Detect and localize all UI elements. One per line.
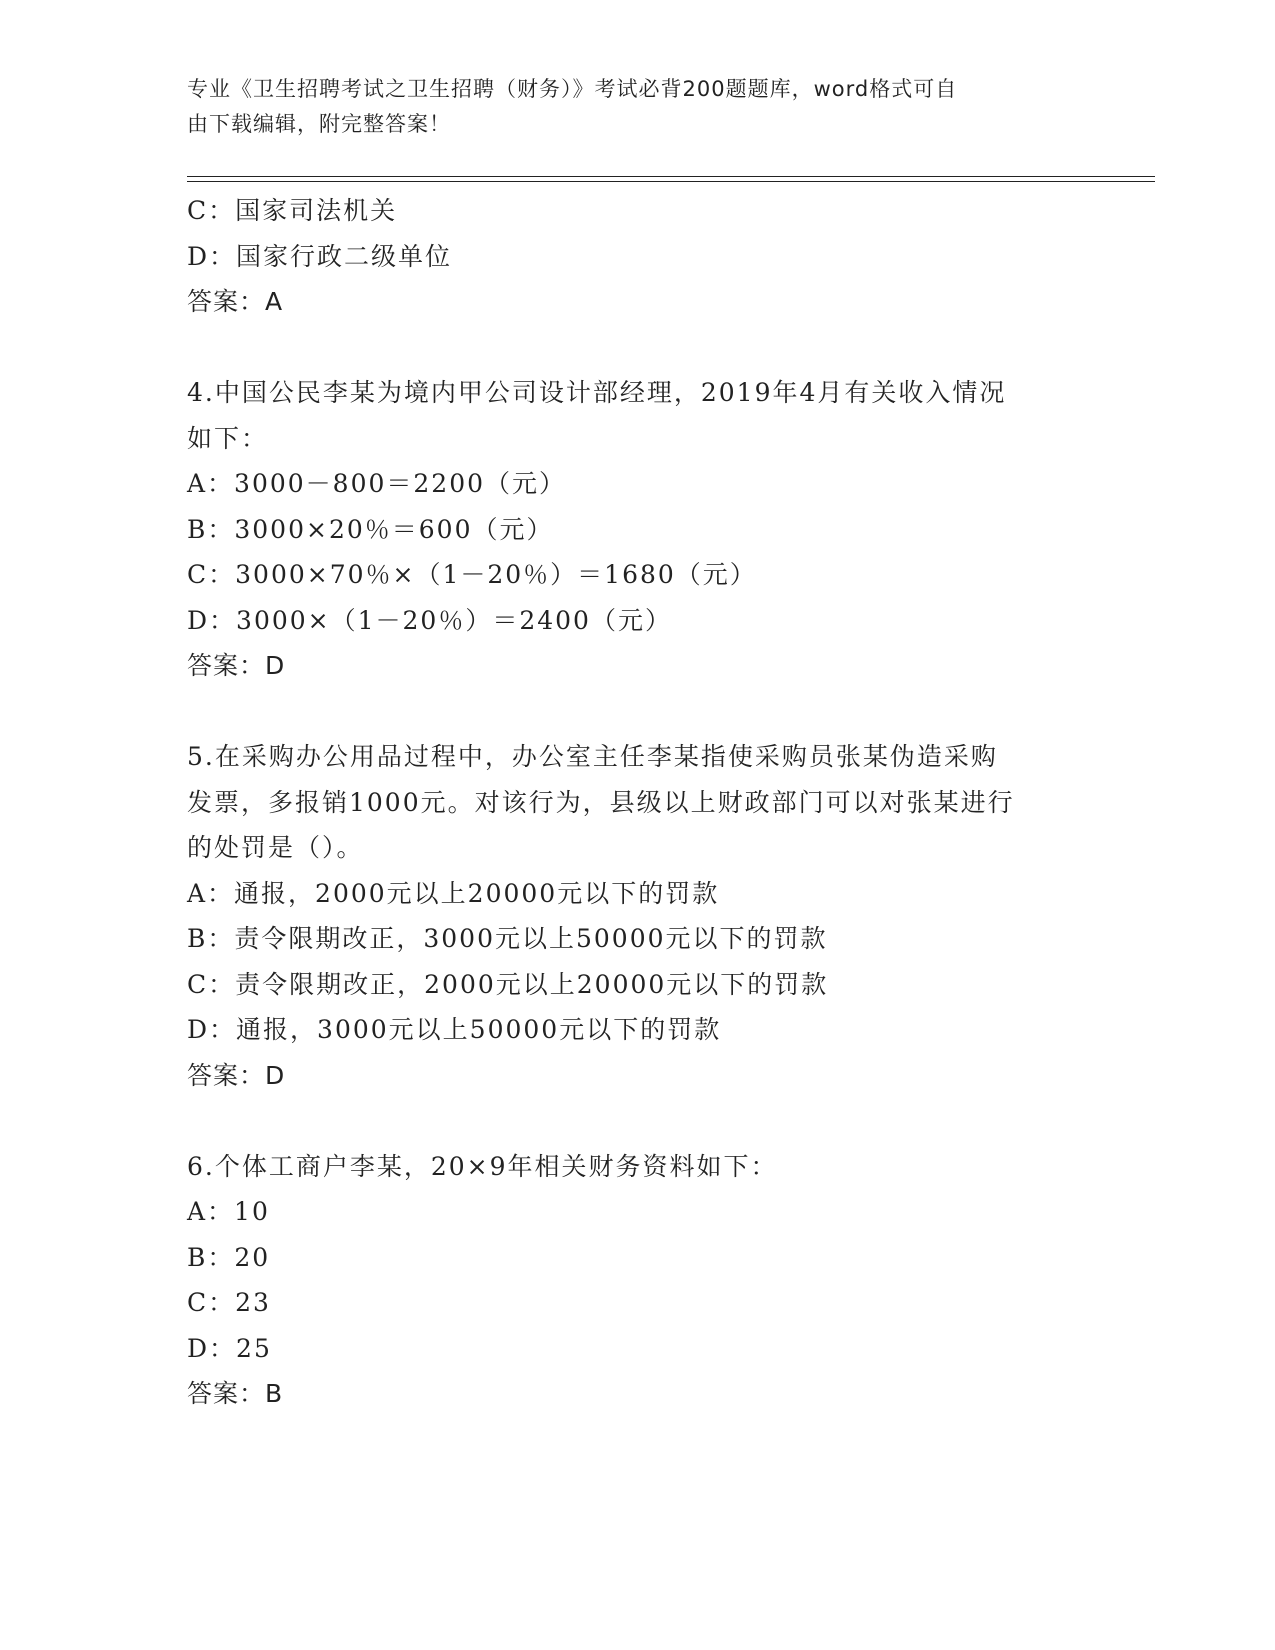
document-body: [187, 188, 1087, 1417]
answer-line: 答案：B: [187, 1379, 284, 1408]
question-4: [187, 370, 1087, 689]
option-d: D：通报，3000元以上50000元以下的罚款: [187, 1015, 722, 1044]
answer-line: 答案：A: [187, 287, 284, 316]
header-rule-bottom: [187, 181, 1155, 182]
answer-line: 答案：D: [187, 651, 286, 680]
option-d: D：3000×（1－20％）＝2400（元）: [187, 605, 672, 635]
question-stem-line: 的处罚是（）。: [187, 833, 364, 862]
header-rule-top: [187, 176, 1155, 177]
question-3-tail: [187, 188, 1087, 325]
option-b: B：责令限期改正，3000元以上50000元以下的罚款: [187, 924, 828, 953]
question-stem-line: 5.在采购办公用品过程中，办公室主任李某指使采购员张某伪造采购: [187, 742, 998, 771]
question-stem-line: 如下：: [187, 423, 269, 453]
option-c: C：责令限期改正，2000元以上20000元以下的罚款: [187, 969, 829, 999]
option-c: C：3000×70％×（1－20％）＝1680（元）: [187, 560, 757, 589]
option-c: C：国家司法机关: [187, 196, 398, 225]
question-stem-line: 4.中国公民李某为境内甲公司设计部经理，2019年4月有关收入情况: [187, 378, 1007, 407]
option-b: B：3000×20％＝600（元）: [187, 514, 554, 544]
question-stem-line: 6.个体工商户李某，20×9年相关财务资料如下：: [187, 1151, 778, 1181]
option-b: B：20: [187, 1242, 271, 1272]
option-c: C：23: [187, 1288, 271, 1317]
option-d: D：25: [187, 1333, 272, 1363]
document-header: [187, 72, 1067, 142]
option-a: A：10: [187, 1197, 270, 1226]
option-a: A：3000－800＝2200（元）: [187, 469, 567, 498]
question-6: [187, 1144, 1087, 1417]
question-stem-line: 发票，多报销1000元。对该行为，县级以上财政部门可以对张某进行: [187, 787, 1015, 817]
spacer: [187, 1098, 1087, 1144]
header-line-2: 由下载编辑，附完整答案！: [187, 112, 451, 136]
option-d: D：国家行政二级单位: [187, 241, 453, 271]
header-line-1: 专业《卫生招聘考试之卫生招聘（财务）》考试必背200题题库，word格式可自: [187, 77, 958, 101]
spacer: [187, 325, 1087, 371]
question-5: [187, 734, 1087, 1098]
spacer: [187, 689, 1087, 735]
answer-line: 答案：D: [187, 1060, 286, 1090]
option-a: A：通报，2000元以上20000元以下的罚款: [187, 878, 720, 908]
